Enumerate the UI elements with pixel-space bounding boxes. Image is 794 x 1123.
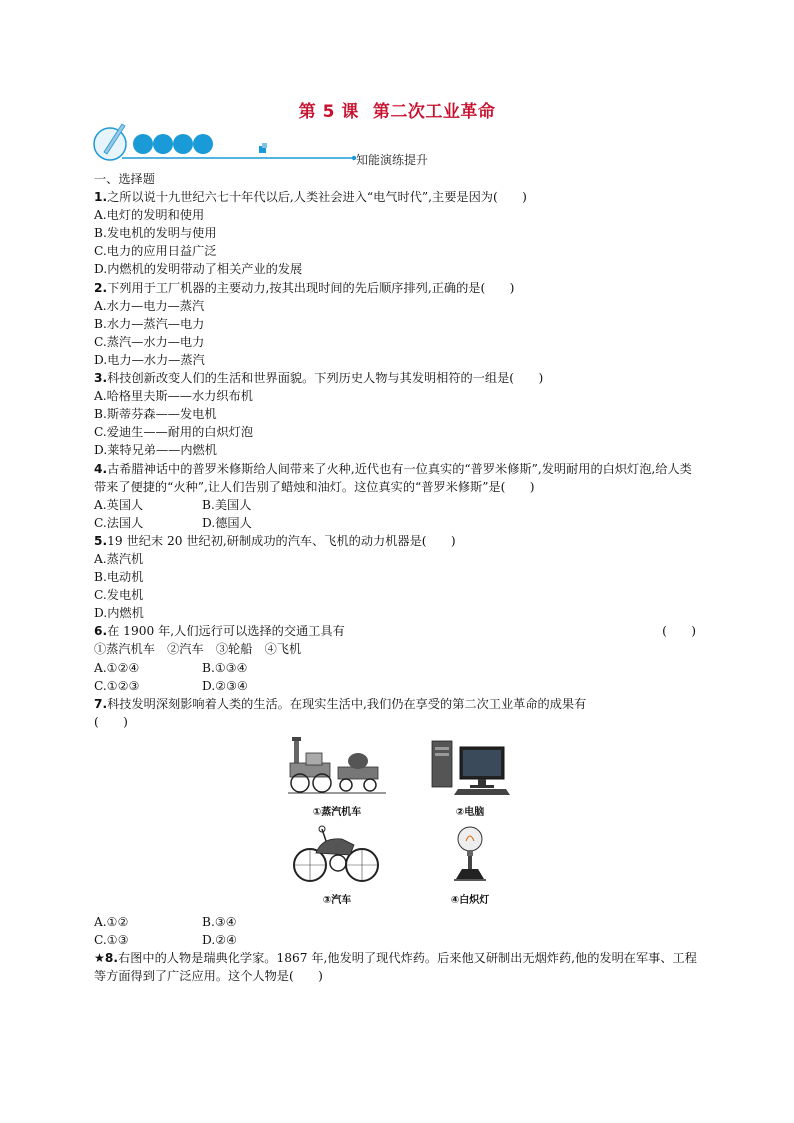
option-d: D.②③④ (202, 678, 248, 693)
banner-label: 知能演练提升 (356, 153, 429, 167)
figure-locomotive (288, 735, 386, 822)
lightbulb-icon (440, 821, 500, 885)
question-8 (94, 949, 704, 985)
answer-paren: ( ) (94, 714, 128, 729)
question-number: 5. (94, 533, 108, 548)
option-c: C.电力的应用日益广泛 (94, 244, 217, 259)
question-stem: 在 1900 年,人们远行可以选择的交通工具有 (107, 624, 345, 639)
question-4 (94, 460, 704, 496)
question-stem: 古希腊神话中的普罗米修斯给人间带来了火种,近代也有一位真实的“普罗米修斯”,发明耐用的白炽灯泡,给人类带来了便捷的“火种”,让人们告别了蜡烛和油灯。这位真实的“普罗米修斯”是( ) (94, 461, 692, 494)
question-stem: 右图中的人物是瑞典化学家。1867 年,他发明了现代炸药。后来他又研制出无烟炸药,他的发明在军事、工程等方面得到了广泛应用。这个人物是( ) (94, 951, 697, 984)
option-c: C.蒸汽—水力—电力 (94, 334, 205, 349)
banner-square-icon-2 (262, 143, 267, 148)
question-number: 2. (94, 280, 108, 295)
option-b: B.发电机的发明与使用 (94, 226, 217, 241)
automobile-icon (292, 823, 382, 885)
question-stem: 下列用于工厂机器的主要动力,按其出现时间的先后顺序排列,正确的是( ) (107, 280, 515, 295)
question-stem: 科技发明深刻影响着人类的生活。在现实生活中,我们仍在享受的第二次工业革命的成果有 (107, 696, 587, 711)
banner-dot-4 (193, 134, 213, 154)
option-c: C.法国人 (94, 515, 144, 530)
option-b: B.①③④ (202, 660, 248, 675)
question-2 (94, 279, 704, 297)
section-heading: 一、选择题 (94, 172, 155, 186)
question-3 (94, 369, 704, 387)
figure-caption: ①蒸汽机车 (312, 807, 362, 818)
option-d: D.莱特兄弟——内燃机 (94, 443, 217, 458)
option-row (94, 514, 704, 532)
question-number: 6. (94, 624, 108, 639)
computer-icon (430, 737, 510, 797)
figure-caption: ④白炽灯 (450, 895, 490, 906)
banner-dot-3 (173, 134, 193, 154)
question-number: 7. (94, 696, 108, 711)
option-b: B.③④ (202, 914, 237, 929)
question-7 (94, 695, 704, 713)
option-row (94, 677, 704, 695)
lesson-name: 第二次工业革命 (372, 102, 496, 122)
question-number: 4. (94, 461, 108, 476)
question-number: 1. (94, 190, 108, 205)
figure-incandescent-lamp (440, 821, 500, 910)
question-number: ★8. (94, 951, 119, 966)
option-d: D.电力—水力—蒸汽 (94, 352, 205, 367)
answer-paren: ( ) (662, 624, 696, 639)
option-b: B.美国人 (202, 497, 252, 512)
option-d: D.内燃机的发明带动了相关产业的发展 (94, 262, 303, 277)
question-stem: 之所以说十九世纪六七十年代以后,人类社会进入“电气时代”,主要是因为( ) (107, 190, 527, 205)
option-b: B.水力—蒸汽—电力 (94, 316, 205, 331)
transport-items: ①蒸汽机车 ②汽车 ③轮船 ④飞机 (94, 642, 302, 657)
option-a: A.①②④ (94, 660, 140, 675)
option-b: B.电动机 (94, 570, 144, 585)
lesson-number: 第 5 课 (298, 102, 359, 122)
page-title (0, 97, 794, 122)
option-row (94, 496, 704, 514)
question-1 (94, 188, 704, 206)
option-a: A.水力—电力—蒸汽 (94, 298, 205, 313)
question-list (94, 170, 704, 985)
figure-computer (430, 737, 510, 822)
option-a: A.电灯的发明和使用 (94, 208, 205, 223)
figure-caption: ③汽车 (322, 895, 352, 906)
option-d: D.内燃机 (94, 606, 144, 621)
question-number: 3. (94, 371, 108, 386)
banner-dot-2 (153, 134, 173, 154)
banner-dot-1 (133, 134, 153, 154)
option-a: A.哈格里夫斯——水力织布机 (94, 389, 253, 404)
option-row (94, 931, 704, 949)
question-5 (94, 532, 704, 550)
option-row (94, 913, 704, 931)
option-c: C.①③ (94, 933, 129, 947)
locomotive-icon (288, 735, 386, 797)
question-stem: 科技创新改变人们的生活和世界面貌。下列历史人物与其发明相符的一组是( ) (107, 371, 544, 386)
option-a: A.英国人 (94, 497, 144, 512)
option-a: A.蒸汽机 (94, 551, 144, 566)
question-6 (94, 622, 704, 640)
option-a: A.①② (94, 914, 129, 929)
option-row (94, 659, 704, 677)
figure-grid (94, 731, 704, 913)
option-c: C.①②③ (94, 678, 140, 693)
option-b: B.斯蒂芬森——发电机 (94, 407, 217, 422)
option-c: C.发电机 (94, 588, 144, 603)
option-d: D.德国人 (202, 515, 252, 530)
figure-automobile (292, 823, 382, 910)
question-stem: 19 世纪末 20 世纪初,研制成功的汽车、飞机的动力机器是( ) (107, 533, 456, 548)
option-d: D.②④ (202, 933, 238, 947)
figure-caption: ②电脑 (455, 807, 485, 818)
option-c: C.爱迪生——耐用的白炽灯泡 (94, 425, 254, 440)
